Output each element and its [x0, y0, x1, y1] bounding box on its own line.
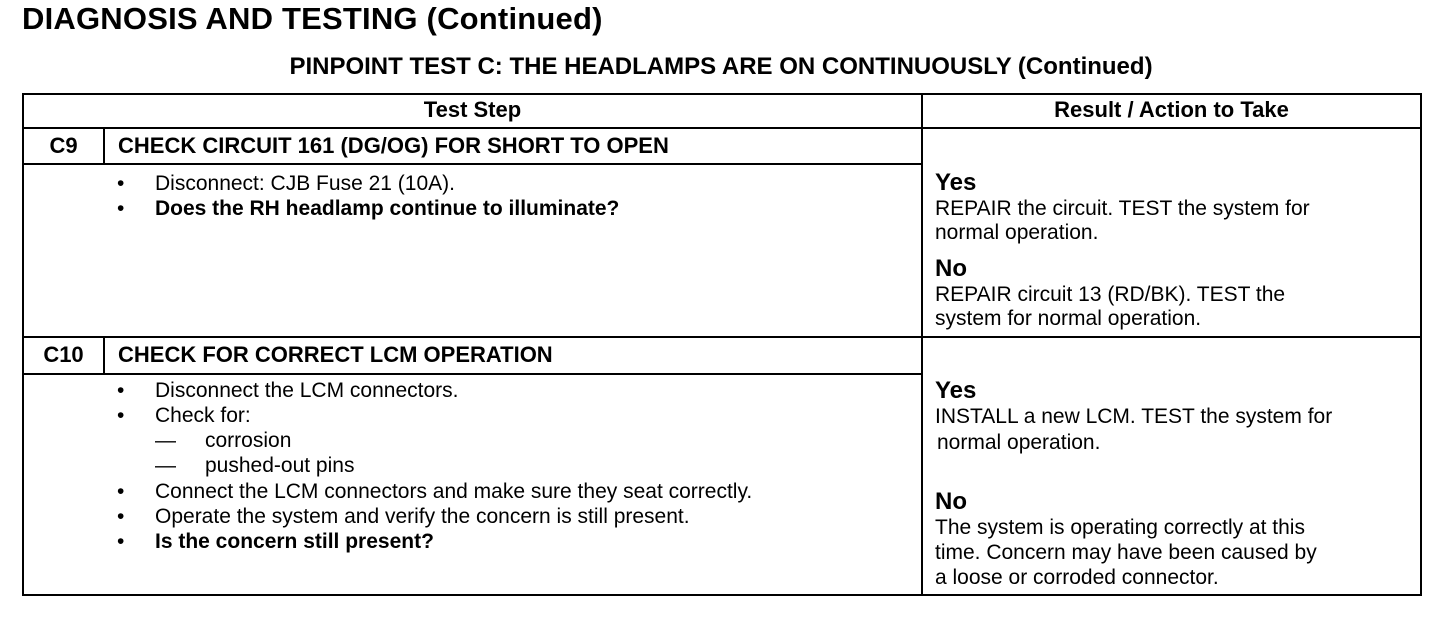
row-rule [22, 336, 1422, 338]
step-c10-bullet: • [117, 404, 125, 427]
page-title: DIAGNOSIS AND TESTING (Continued) [22, 1, 603, 36]
step-id-divider-c10 [103, 336, 105, 374]
result-c9-no-line: system for normal operation. [935, 307, 1202, 330]
result-c10-no-line: The system is operating correctly at this [935, 516, 1305, 539]
header-rule [22, 127, 1422, 129]
step-c10-question: Is the concern still present? [155, 530, 434, 553]
step-c9-bullet: • [117, 172, 125, 195]
step-c10-item: Check for: [155, 404, 251, 427]
step-c10-item: Connect the LCM connectors and make sure they seat correctly. [155, 480, 753, 503]
step-title-c10: CHECK FOR CORRECT LCM OPERATION [118, 342, 553, 367]
step-c10-bullet: • [117, 480, 125, 503]
column-divider [921, 93, 923, 596]
step-title-rule-c9 [22, 163, 922, 165]
step-c9-item: Disconnect: CJB Fuse 21 (10A). [155, 172, 455, 195]
step-title-rule-c10 [22, 373, 922, 375]
step-id-c10: C10 [43, 342, 84, 367]
result-c10-yes-label: Yes [935, 377, 977, 404]
result-c10-no-line: time. Concern may have been caused by [935, 541, 1317, 564]
header-test-step: Test Step [423, 97, 522, 122]
result-c10-yes-line: normal operation. [937, 431, 1101, 454]
step-c10-bullet: • [117, 530, 125, 553]
step-id-divider-c9 [103, 127, 105, 165]
step-c9-question: Does the RH headlamp continue to illuminate? [155, 197, 620, 220]
result-c9-yes-label: Yes [935, 169, 977, 196]
result-c9-no-label: No [935, 255, 967, 282]
step-c10-item: Disconnect the LCM connectors. [155, 379, 459, 402]
result-c10-yes-line: INSTALL a new LCM. TEST the system for [935, 405, 1333, 428]
step-c10-subbullet: — [155, 454, 176, 477]
step-title-c9: CHECK CIRCUIT 161 (DG/OG) FOR SHORT TO OPEN [118, 133, 669, 158]
step-c9-bullet: • [117, 197, 125, 220]
step-c10-bullet: • [117, 505, 125, 528]
result-c10-no-label: No [935, 488, 967, 515]
step-c10-subitem: pushed-out pins [205, 454, 355, 477]
step-c10-subbullet: — [155, 429, 176, 452]
result-c9-yes-line: REPAIR the circuit. TEST the system for [935, 197, 1310, 220]
step-c10-bullet: • [117, 379, 125, 402]
step-c10-subitem: corrosion [205, 429, 292, 452]
result-c10-no-line: a loose or corroded connector. [935, 566, 1219, 589]
step-c10-item: Operate the system and verify the concern is still present. [155, 505, 690, 528]
result-c9-yes-line: normal operation. [935, 221, 1099, 244]
header-result-action: Result / Action to Take [1054, 97, 1289, 122]
step-id-c9: C9 [49, 133, 78, 158]
result-c9-no-line: REPAIR circuit 13 (RD/BK). TEST the [935, 283, 1286, 306]
pinpoint-test-title: PINPOINT TEST C: THE HEADLAMPS ARE ON CONTINUOUSLY (Continued) [289, 53, 1153, 80]
